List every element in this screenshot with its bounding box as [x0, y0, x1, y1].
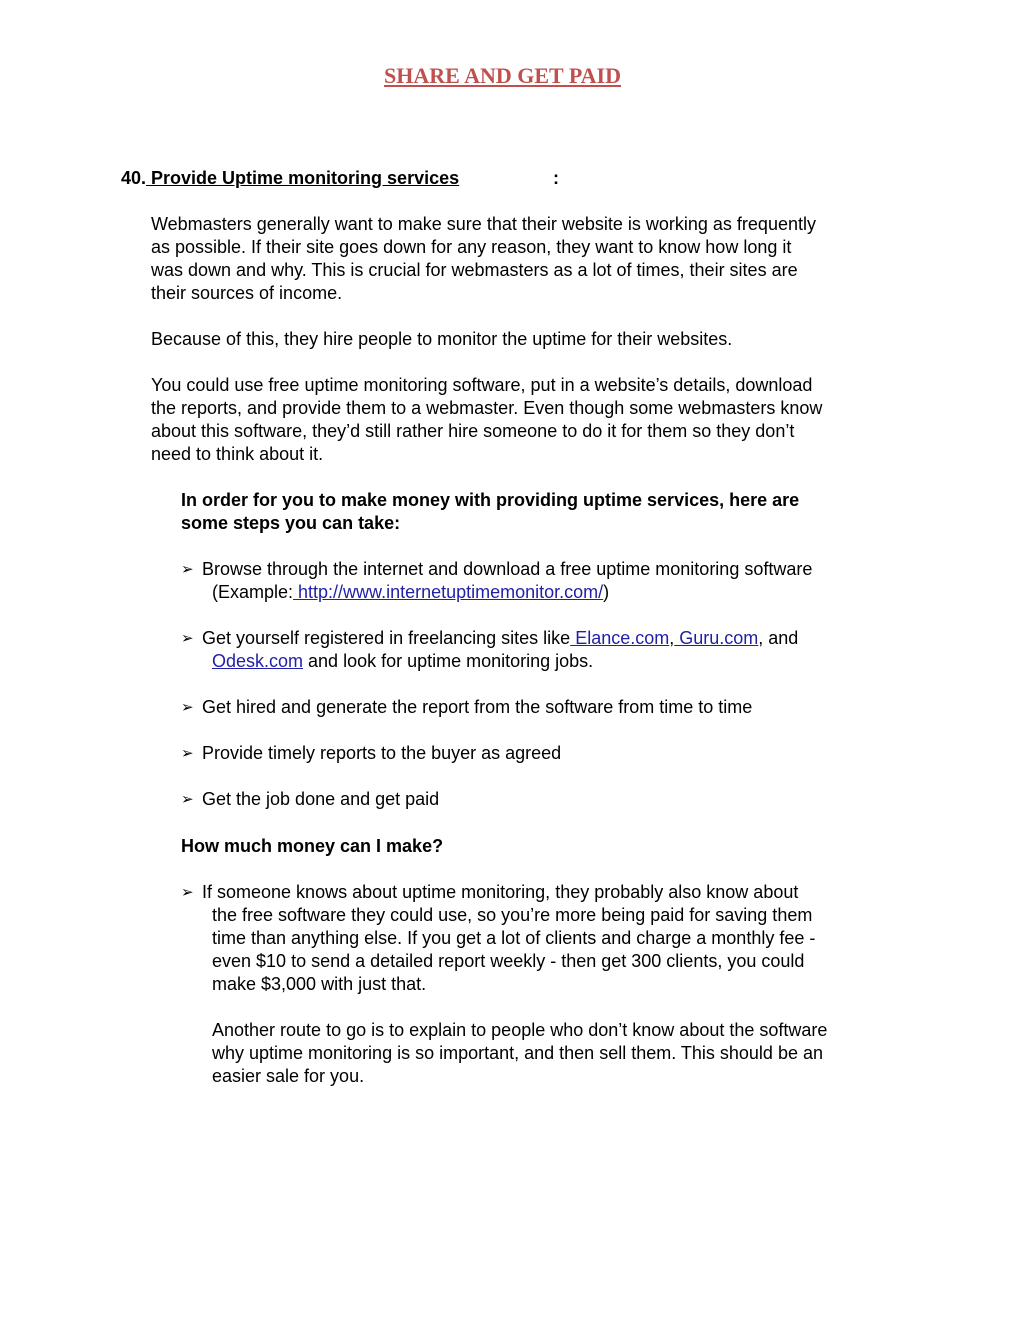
odesk-link[interactable]: Odesk.com [212, 651, 304, 671]
section-colon: : [553, 168, 559, 188]
paragraph-hire: Because of this, they hire people to monitor the uptime for their websites. [151, 329, 733, 349]
list-item-get-hired [181, 696, 911, 719]
bullet-text-continued: the free software they could use, so you’re more being paid for saving them time than anything else. If you get a lot of clients and charge a monthly fee - even $10 to send a detailed report weekly - then get 300 clients, you could make $3,000 with just that. [212, 905, 816, 994]
arrow-bullet-icon: ➢ [181, 699, 194, 716]
list-item-register [181, 627, 911, 673]
money-heading: How much money can I make? [181, 836, 444, 856]
bullet-separator: , [669, 628, 675, 648]
list-item-get-paid [181, 788, 911, 811]
list-item-browse [181, 558, 911, 604]
bullet-text: Get yourself registered in freelancing sites like [202, 628, 571, 648]
bullet-text: Get the job done and get paid [202, 789, 440, 809]
bullet-text-pre: (Example: [212, 582, 294, 602]
arrow-bullet-icon: ➢ [181, 745, 194, 762]
paragraph-intro: Webmasters generally want to make sure that their website is working as frequently as possible. If their site goes down for any reason, they want to know how long it was down and why. This is crucial for webmasters as a lot of times, their sites are their sources of income. [151, 214, 816, 303]
bullet-text: Provide timely reports to the buyer as agreed [202, 743, 562, 763]
bullet-text: If someone knows about uptime monitoring, they probably also know about [202, 882, 799, 902]
arrow-bullet-icon: ➢ [181, 561, 194, 578]
arrow-bullet-icon: ➢ [181, 791, 194, 808]
steps-heading: In order for you to make money with providing uptime services, here are some steps you can take: [181, 490, 800, 533]
bullet-text-post: and look for uptime monitoring jobs. [303, 651, 594, 671]
list-item-reports [181, 742, 911, 765]
arrow-bullet-icon: ➢ [181, 884, 194, 901]
arrow-bullet-icon: ➢ [181, 630, 194, 647]
elance-link[interactable]: Elance.com [570, 628, 670, 648]
internetuptimemonitor-link[interactable]: http://www.internetuptimemonitor.com/ [293, 582, 604, 602]
bullet-text: Browse through the internet and download a free uptime monitoring software [202, 559, 813, 579]
bullet-text-post: ) [603, 582, 610, 602]
section-number: 40. [121, 168, 147, 188]
paragraph-another-route: Another route to go is to explain to people who don’t know about the software why uptime monitoring is so important, and then sell them. This should be an easier sale for you. [212, 1020, 828, 1086]
list-item-money [181, 881, 911, 996]
guru-link[interactable]: Guru.com [674, 628, 759, 648]
page-header-title: SHARE AND GET PAID [384, 63, 621, 88]
bullet-text: Get hired and generate the report from the software from time to time [202, 697, 753, 717]
bullet-text-and: , and [758, 628, 799, 648]
section-title [121, 167, 459, 190]
paragraph-software: You could use free uptime monitoring software, put in a website’s details, download the reports, and provide them to a webmaster. Even though some webmasters know about this software, they’d still rather hire someone to do it for them so they don’t need to think about it. [151, 375, 823, 464]
section-title-text: Provide Uptime monitoring services [146, 168, 460, 188]
